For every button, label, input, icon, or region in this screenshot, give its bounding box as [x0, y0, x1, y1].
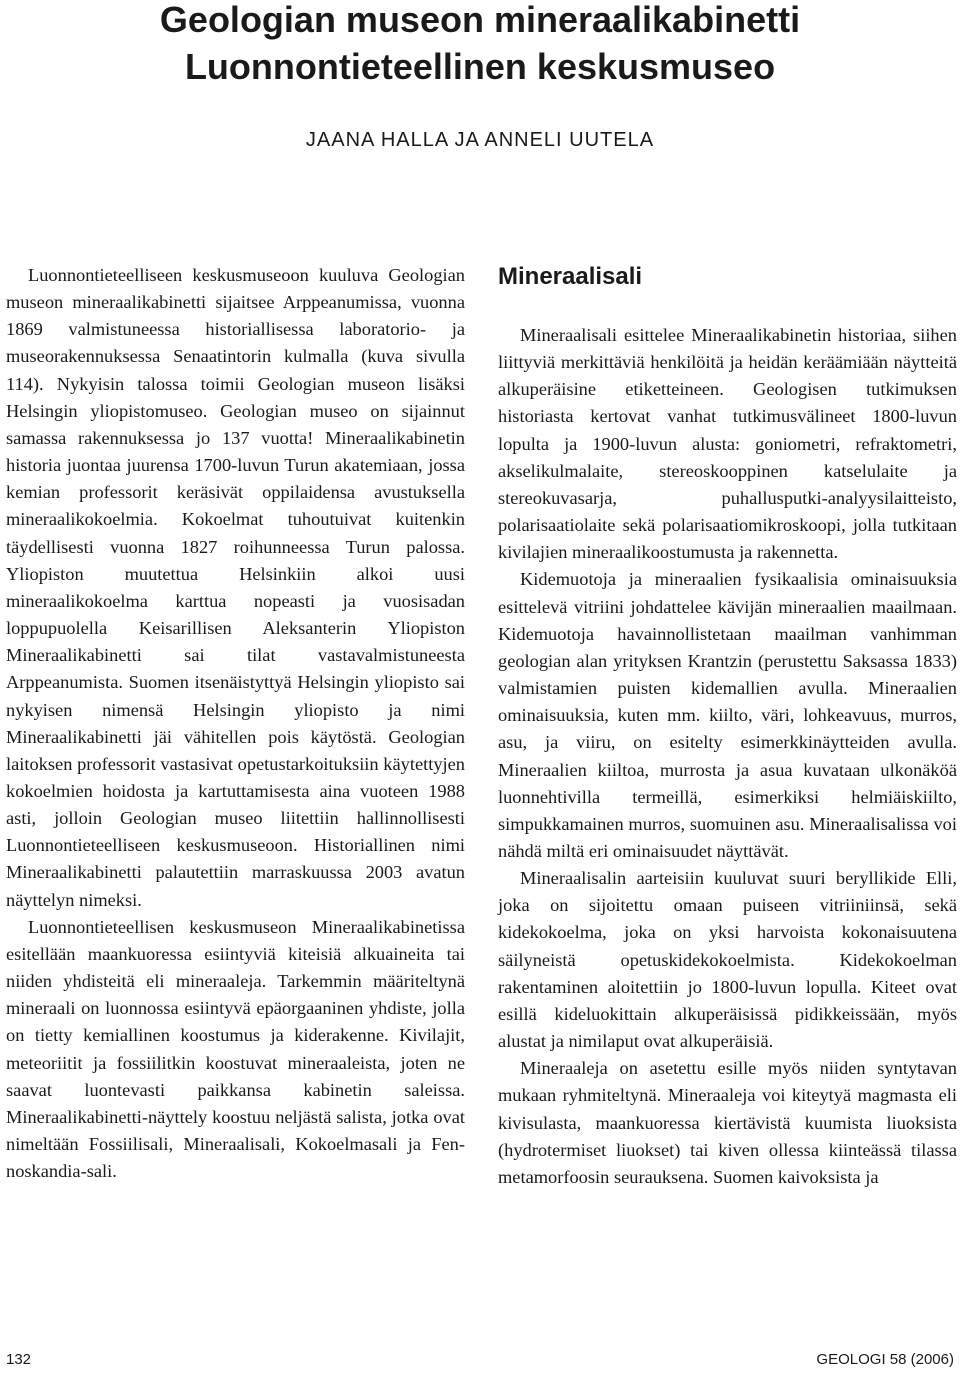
page-number: 132 [6, 1351, 32, 1368]
title-line-2: Luonnontieteellinen keskusmuseo [184, 46, 776, 87]
article-title [0, 0, 960, 90]
right-paragraph-4: Mineraaleja on asetettu esille myös niiden syntytavan mukaan ryhmiteltynä. Mineraaleja voi kiteytyä magmasta eli kivisulasta, maankuoressa kiertävistä kuumista liuoksista (hydrotermiset liuokset) tai kiven ollessa kiinteässä tilassa metamorfoosin seurauksena. Suomen kaivoksista ja [498, 1058, 957, 1187]
title-line-1: Geologian museon mineraalikabinetti [159, 0, 801, 40]
left-column [6, 262, 465, 1185]
right-column [498, 262, 957, 1191]
right-paragraph-2: Kidemuotoja ja mineraalien fysikaalisia ominaisuuksia esittelevä vitriini johdattelee kävijän mineraalien maailmaan. Kidemuotoja havainnollistetaan maailman vanhimman geologian alan yrityksen Krantzin (perustettu Saksassa 1833) valmistamien puisten kidemallien avulla. Mineraalien ominaisuuksia, kuten mm. kiilto, väri, lohkeavuus, murros, asu, ja viiru, on esitelty esimerkkinäytteiden avulla. Mineraalien kiiltoa, murrosta ja asua kuvataan ulkonäköä luonnehtivilla termeillä, esimerkiksi helmiäiskiilto, simpukkamainen murros, suomuinen asu. Mineraalisalissa voi nähdä miltä eri ominaisuudet näyttävät. [498, 569, 957, 861]
journal-footer: GEOLOGI 58 (2006) [816, 1351, 954, 1368]
right-paragraph-1: Mineraalisali esittelee Mineraalikabinetin historiaa, siihen liittyviä merkittäviä henkilöitä ja heidän keräämiään näytteitä alkuperäisine etiketteineen. Geologisen tutkimuksen historiasta kertovat vanhat tutkimusvälineet 1800-luvun lopulta ja 1900-luvun alusta: goniometri, refraktometri, akselikulmalaite, stereoskooppinen katselulaite ja stereokuvasarja, puhallusputki-analyysilaitteisto, polarisaatiolaite sekä polarisaatiomikroskoopi, jolla tutkitaan kivilajien mineraalikoostumusta ja rakennetta. [498, 325, 957, 563]
article-authors: JAANA HALLA JA ANNELI UUTELA [305, 129, 655, 151]
section-heading: Mineraalisali [498, 263, 643, 290]
left-paragraph-1: Luonnontieteelliseen keskusmuseoon kuuluva Geologian museon mineraalikabinetti sijaitsee Arppeanumissa, vuonna 1869 valmistuneessa historiallisessa laboratorio- ja museorakennuksessa Senaatintorin kulmalla (kuva sivulla 114). Nykyisin talossa toimii Geologian museon lisäksi Helsingin yliopistomuseo. Geologian museo on sijainnut samassa rakennuksessa jo 137 vuotta! Mineraalikabinetin historia juontaa juurensa 1700-luvun Turun akatemiaan, jossa kemian professorit keräsivät oppilaidensa avustuksella mineraalikokoelmia. Kokoelmat tuhoutuivat kuitenkin täydellisesti vuonna 1827 roihunneessa Turun palossa. Yliopiston muutettua Helsinkiin alkoi uusi mineraalikokoelma karttua nopeasti ja vuosisadan loppupuolella Keisarillisen Aleksanterin Yliopiston Mineraalikabinetti sai tilat vastavalmistuneesta Arppeanumista. Suomen itsenäistyttyä Helsingin yliopisto sai nykyisen nimensä Helsingin yliopisto ja nimi Mineraalikabinetti jäi vähitellen pois käytöstä. Geologian laitoksen professorit vastasivat opetustarkoituksiin käytettyjen kokoelmien hoidosta ja kartuttamisesta aina vuoteen 1988 asti, jolloin Geologian museo liitettiin hallinnollisesti Luonnontieteelliseen keskusmuseoon. Historiallinen nimi Mineraalikabinetti palautettiin marraskuussa 2003 avatun näyttelyn nimeksi. [6, 265, 465, 910]
left-paragraph-2: Luonnontieteellisen keskusmuseon Mineraalikabinetissa esitellään maankuoressa esiintyviä kiteisiä alkuaineita tai niiden yhdisteitä eli mineraaleja. Tarkemmin määriteltynä mineraali on luonnossa esiintyvä epäorgaaninen yhdiste, jolla on tietty kemiallinen koostumus ja kiderakenne. Kivilajit, meteoriitit ja fossiilitkin koostuvat mineraaleista, joten ne saavat luontevasti paikkansa kabinetin saleissa. Mineraalikabinetti-näyttely koostuu neljästä salista, jotka ovat nimeltään Fossiilisali, Mineraalisali, Kokoelmasali ja Fennoskandia-sali. [6, 916, 465, 1182]
right-paragraph-3: Mineraalisalin aarteisiin kuuluvat suuri beryllikide Elli, joka on sijoitettu omaan puiseen vitriiniinsä, sekä kidekokoelma, joka on yksi harvoista kokonaisuutena säilyneistä opetuskidekokoelmista. Kidekokoelman rakentaminen aloitettiin jo 1800-luvun lopulla. Kiteet ovat esillä kideluokittain alkuperäisissä pidikkeissään, myös alustat ja nimilaput ovat alkuperäisiä. [498, 868, 957, 1052]
